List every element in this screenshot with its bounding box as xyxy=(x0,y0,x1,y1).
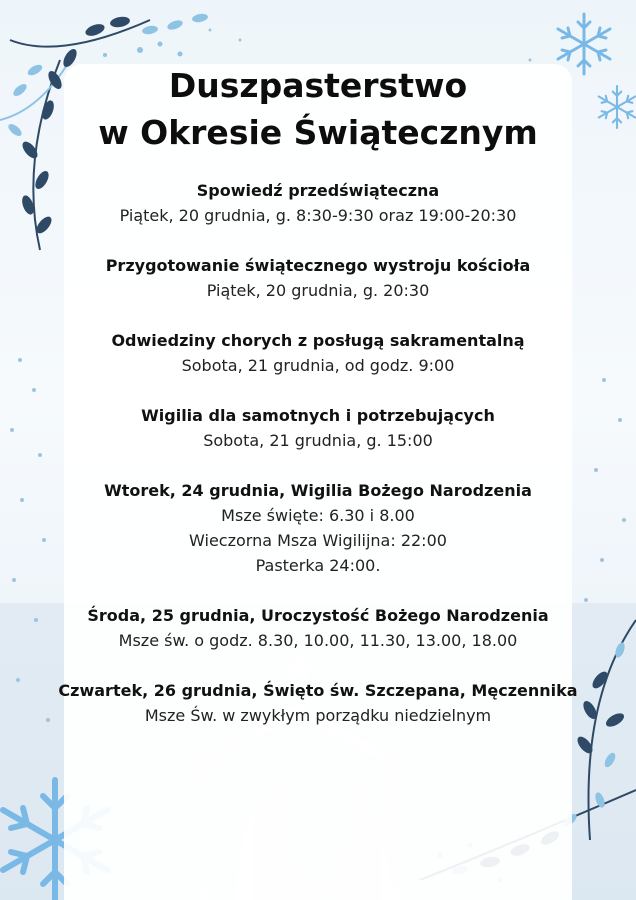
section-heading: Środa, 25 grudnia, Uroczystość Bożego Narodzenia xyxy=(87,606,549,625)
section-heading: Odwiedziny chorych z posługą sakramentalną xyxy=(111,331,525,350)
section-christmas-eve-supper xyxy=(0,403,636,453)
section-heading: Wtorek, 24 grudnia, Wigilia Bożego Narodzenia xyxy=(104,481,532,500)
section-line: Sobota, 21 grudnia, g. 15:00 xyxy=(203,431,433,450)
section-line: Sobota, 21 grudnia, od godz. 9:00 xyxy=(181,356,455,375)
section-dec-25 xyxy=(0,603,636,653)
section-line: Msze święte: 6.30 i 8.00 xyxy=(221,506,415,525)
title-line-2: w Okresie Świątecznym xyxy=(98,113,538,152)
section-sick-visits xyxy=(0,328,636,378)
section-line: Piątek, 20 grudnia, g. 20:30 xyxy=(206,281,430,300)
section-dec-26 xyxy=(0,678,636,728)
section-dec-24 xyxy=(0,478,636,578)
section-line: Wieczorna Msza Wigilijna: 22:00 xyxy=(189,531,447,550)
title-line-1: Duszpasterstwo xyxy=(168,66,468,105)
section-heading: Przygotowanie świątecznego wystroju kościoła xyxy=(105,256,531,275)
section-decoration xyxy=(0,253,636,303)
section-line: Msze św. o godz. 8.30, 10.00, 11.30, 13.00, 18.00 xyxy=(118,631,518,650)
section-heading: Czwartek, 26 grudnia, Święto św. Szczepana, Męczennika xyxy=(58,681,578,700)
section-line: Piątek, 20 grudnia, g. 8:30-9:30 oraz 19:00-20:30 xyxy=(119,206,517,225)
section-heading: Spowiedź przedświąteczna xyxy=(196,181,440,200)
section-line: Msze Św. w zwykłym porządku niedzielnym xyxy=(144,706,492,725)
page-title xyxy=(0,62,636,156)
section-confession xyxy=(0,178,636,228)
section-heading: Wigilia dla samotnych i potrzebujących xyxy=(141,406,495,425)
main-content xyxy=(0,62,636,728)
section-line: Pasterka 24:00. xyxy=(255,556,381,575)
